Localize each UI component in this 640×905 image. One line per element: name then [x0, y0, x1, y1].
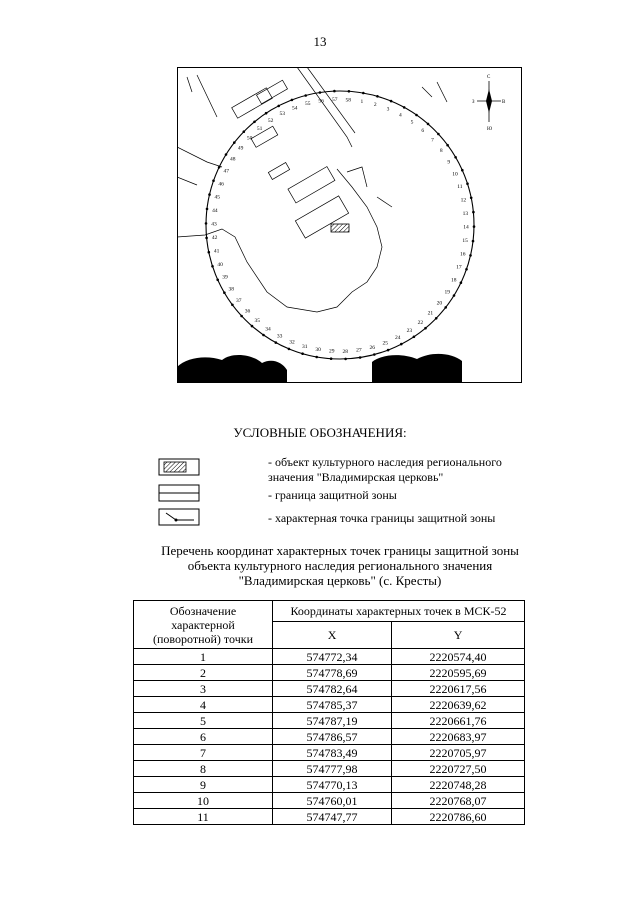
boundary-point-marker — [373, 353, 376, 356]
table-row — [134, 729, 525, 745]
boundary-point-label: 49 — [237, 145, 244, 152]
boundary-point-label: 50 — [246, 135, 253, 142]
boundary-point-label: 55 — [305, 101, 311, 108]
boundary-point-marker — [437, 133, 440, 136]
boundary-point-marker — [218, 166, 221, 169]
boundary-point-label: 51 — [256, 126, 263, 132]
boundary-point-marker — [253, 121, 256, 124]
y-coordinate: 2220705,97 — [392, 745, 525, 761]
x-coordinate: 574772,34 — [273, 649, 392, 665]
boundary-point-marker — [444, 306, 447, 309]
boundary-point-label: 46 — [218, 181, 224, 188]
boundary-point-label: 12 — [460, 197, 467, 204]
boundary-point-label: 1 — [360, 98, 364, 105]
boundary-point-label: 56 — [318, 98, 324, 105]
boundary-point-marker — [427, 123, 430, 126]
table-row — [134, 793, 525, 809]
boundary-point-label: 40 — [217, 261, 223, 268]
boundary-point-marker — [454, 156, 457, 159]
boundary-point-label: 32 — [289, 339, 295, 346]
table-row — [134, 713, 525, 729]
boundary-point-label: 6 — [421, 128, 425, 134]
point-number: 6 — [134, 729, 273, 745]
table-row — [134, 665, 525, 681]
y-coordinate: 2220748,28 — [392, 777, 525, 793]
x-coordinate: 574786,57 — [273, 729, 392, 745]
boundary-point-marker — [233, 141, 236, 144]
coordinates-table — [133, 600, 525, 825]
boundary-point-marker — [205, 222, 208, 225]
boundary-point-label: 29 — [328, 348, 335, 355]
boundary-point-marker — [240, 315, 243, 318]
boundary-point-marker — [465, 268, 468, 271]
point-number: 4 — [134, 697, 273, 713]
table-row — [134, 761, 525, 777]
boundary-point-marker — [415, 114, 418, 117]
boundary-point-label: 35 — [254, 318, 261, 324]
legend-boundary-symbol — [158, 484, 200, 502]
boundary-point-marker — [225, 153, 228, 156]
boundary-point-marker — [472, 211, 475, 214]
x-coordinate: 574782,64 — [273, 681, 392, 697]
boundary-point-marker — [359, 356, 362, 359]
boundary-point-label: 13 — [462, 210, 469, 217]
boundary-point-marker — [400, 343, 403, 346]
boundary-point-label: 48 — [230, 156, 236, 163]
x-coordinate: 574778,69 — [273, 665, 392, 681]
point-number: 7 — [134, 745, 273, 761]
point-number: 8 — [134, 761, 273, 777]
y-coordinate: 2220727,50 — [392, 761, 525, 777]
boundary-point-marker — [466, 182, 469, 185]
table-row — [134, 697, 525, 713]
svg-text:З: З — [472, 100, 475, 105]
boundary-point-label: 17 — [456, 264, 462, 271]
page-number: 13 — [313, 34, 327, 49]
boundary-point-marker — [435, 317, 438, 320]
boundary-point-marker — [262, 334, 265, 337]
boundary-point-label: 15 — [462, 238, 468, 245]
boundary-point-marker — [348, 90, 351, 93]
table-row — [134, 681, 525, 697]
boundary-point-marker — [469, 254, 472, 257]
boundary-point-label: 36 — [244, 308, 251, 315]
boundary-point-label: 42 — [211, 235, 218, 242]
boundary-point-marker — [319, 91, 322, 94]
point-number: 9 — [134, 777, 273, 793]
boundary-point-marker — [461, 169, 464, 172]
table-row — [134, 777, 525, 793]
boundary-point-marker — [362, 92, 365, 95]
boundary-point-label: 22 — [417, 320, 424, 326]
boundary-point-label: 58 — [345, 97, 352, 104]
boundary-point-label: 14 — [463, 224, 469, 231]
boundary-point-label: 16 — [459, 251, 466, 258]
svg-text:С: С — [487, 75, 491, 80]
svg-text:Ю: Ю — [487, 127, 493, 132]
boundary-point-marker — [446, 144, 449, 147]
legend-boundary-text: - граница защитной зоны — [268, 488, 397, 502]
boundary-point-marker — [208, 193, 211, 196]
point-number: 1 — [134, 649, 273, 665]
boundary-point-marker — [301, 352, 304, 355]
y-coordinate: 2220768,07 — [392, 793, 525, 809]
y-header: Y — [392, 622, 525, 649]
boundary-point-marker — [387, 349, 390, 352]
point-number: 10 — [134, 793, 273, 809]
boundary-point-marker — [470, 197, 473, 200]
boundary-point-marker — [277, 105, 280, 108]
x-coordinate: 574747,77 — [273, 809, 392, 825]
x-header: X — [273, 622, 392, 649]
boundary-point-marker — [205, 237, 208, 240]
legend-point-symbol — [158, 508, 200, 526]
x-coordinate: 574760,01 — [273, 793, 392, 809]
x-coordinate: 574787,19 — [273, 713, 392, 729]
boundary-point-marker — [315, 356, 318, 359]
y-coordinate: 2220683,97 — [392, 729, 525, 745]
boundary-point-marker — [344, 358, 347, 361]
boundary-point-label: 52 — [267, 117, 274, 124]
boundary-point-label: 19 — [444, 289, 450, 296]
x-coordinate: 574783,49 — [273, 745, 392, 761]
boundary-point-marker — [275, 341, 278, 344]
boundary-point-label: 11 — [457, 184, 463, 191]
boundary-point-label: 9 — [447, 159, 451, 166]
boundary-point-marker — [453, 294, 456, 297]
legend-title: УСЛОВНЫЕ ОБОЗНАЧЕНИЯ: — [233, 425, 407, 440]
boundary-point-marker — [291, 99, 294, 102]
boundary-point-label: 25 — [382, 340, 388, 347]
boundary-point-label: 33 — [276, 333, 283, 340]
point-number: 11 — [134, 809, 273, 825]
boundary-point-marker — [473, 225, 476, 228]
boundary-point-label: 26 — [369, 344, 375, 351]
boundary-point-label: 57 — [331, 97, 338, 104]
legend-object-symbol — [158, 458, 200, 476]
boundary-point-marker — [243, 130, 246, 133]
boundary-point-label: 7 — [431, 137, 434, 144]
y-coordinate: 2220574,40 — [392, 649, 525, 665]
boundary-point-label: 37 — [236, 298, 242, 304]
boundary-point-label: 10 — [452, 171, 458, 178]
boundary-point-label: 47 — [223, 168, 230, 175]
point-number: 3 — [134, 681, 273, 697]
boundary-point-label: 41 — [213, 248, 220, 255]
boundary-point-label: 31 — [302, 344, 308, 350]
x-coordinate: 574777,98 — [273, 761, 392, 777]
point-number: 2 — [134, 665, 273, 681]
coordinates-header: Координаты характерных точек в МСК-52 — [273, 601, 525, 622]
boundary-point-label: 45 — [214, 194, 221, 201]
boundary-point-marker — [208, 251, 211, 254]
boundary-point-label: 39 — [222, 274, 228, 281]
table-row — [134, 649, 525, 665]
boundary-point-label: 27 — [356, 347, 362, 354]
boundary-point-marker — [413, 336, 416, 339]
boundary-point-marker — [330, 357, 333, 360]
boundary-point-marker — [403, 106, 406, 109]
boundary-point-marker — [288, 348, 291, 351]
boundary-point-marker — [376, 95, 379, 98]
boundary-point-label: 30 — [315, 347, 321, 354]
coordinates-list-title: Перечень координат характерных точек границы защитной зоны объекта культурного наследия регионального значения "Владимирская церковь" (с. Кресты) — [161, 543, 519, 588]
boundary-point-label: 28 — [342, 348, 349, 355]
table-row — [134, 745, 525, 761]
boundary-point-label: 24 — [394, 335, 401, 341]
boundary-point-marker — [390, 100, 393, 103]
boundary-point-label: 54 — [292, 105, 298, 112]
boundary-point-label: 38 — [228, 286, 235, 293]
boundary-point-marker — [223, 291, 226, 294]
boundary-point-label: 43 — [211, 221, 217, 228]
boundary-point-label: 8 — [439, 148, 443, 154]
y-coordinate: 2220617,56 — [392, 681, 525, 697]
boundary-point-marker — [333, 90, 336, 93]
y-coordinate: 2220661,76 — [392, 713, 525, 729]
boundary-point-label: 23 — [406, 328, 413, 335]
y-coordinate: 2220639,62 — [392, 697, 525, 713]
boundary-point-label: 53 — [279, 111, 286, 117]
boundary-point-marker — [265, 112, 268, 115]
boundary-point-label: 34 — [265, 326, 271, 333]
x-coordinate: 574770,13 — [273, 777, 392, 793]
y-coordinate: 2220786,60 — [392, 809, 525, 825]
boundary-point-label: 4 — [399, 112, 402, 119]
boundary-point-marker — [206, 208, 209, 211]
y-coordinate: 2220595,69 — [392, 665, 525, 681]
boundary-point-label: 2 — [373, 102, 377, 108]
legend-object-text: - объект культурного наследия регионального значения "Владимирская церковь" — [268, 455, 502, 484]
boundary-point-marker — [216, 279, 219, 282]
boundary-point-marker — [424, 327, 427, 330]
boundary-point-label: 18 — [450, 277, 457, 284]
boundary-point-marker — [472, 240, 475, 243]
site-plan-map — [177, 67, 522, 383]
legend-point-text: - характерная точка границы защитной зоны — [268, 511, 496, 525]
x-coordinate: 574785,37 — [273, 697, 392, 713]
table-row — [134, 809, 525, 825]
boundary-point-label: 3 — [386, 106, 390, 113]
point-designation-header: Обозначение характерной (поворотной) точки — [134, 601, 273, 649]
boundary-point-marker — [231, 304, 234, 307]
svg-text:В: В — [502, 100, 506, 105]
boundary-point-label: 44 — [212, 207, 218, 214]
boundary-point-marker — [212, 179, 215, 182]
church-object — [331, 224, 349, 232]
boundary-point-marker — [251, 325, 254, 328]
point-number: 5 — [134, 713, 273, 729]
boundary-point-label: 20 — [436, 300, 443, 307]
boundary-point-marker — [460, 281, 463, 284]
boundary-point-label: 5 — [410, 119, 414, 126]
boundary-point-marker — [304, 94, 307, 97]
boundary-point-label: 21 — [427, 310, 434, 317]
boundary-point-marker — [211, 265, 214, 268]
